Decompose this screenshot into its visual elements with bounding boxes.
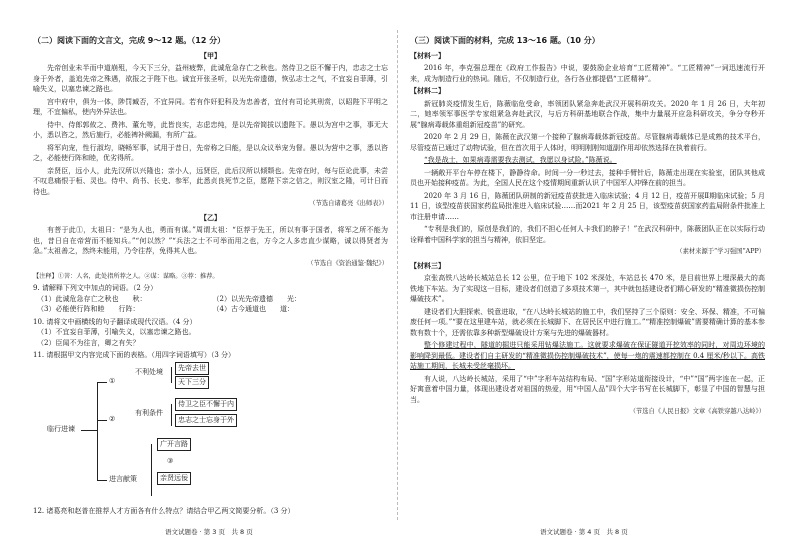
tree-branch-2: 有利条件 bbox=[135, 408, 163, 417]
tree-box: 亲贤远佞 bbox=[157, 472, 191, 485]
tree-root: 临行进谏 bbox=[47, 424, 75, 433]
jia-paragraph: 宫中府中，俱为一体，陟罚臧否，不宜异同。若有作奸犯科及为忠善者，宜付有司论其刑赏，以昭陛下平明之理，不宜偏私，使内外异法也。 bbox=[33, 97, 388, 116]
passage-jia-title: 【甲】 bbox=[200, 50, 221, 60]
material-paragraph: 一辆敞开平台车停在楼下，静静待命。时间一分一秒过去，接种手臂针后，陈薇走出现在实验室，团队其他成员也开始接种疫苗。为此，全国人民在这个疫情期间重新认识了中国军人冲锋在前的担当。 bbox=[410, 168, 765, 187]
question-10: 10. 请将文中画横线的句子翻译成现代汉语。（4 分） bbox=[33, 317, 197, 326]
question-9-options bbox=[33, 304, 388, 315]
tree-connector bbox=[171, 404, 172, 426]
jia-paragraph: 先帝创业未半而中道崩殂，今天下三分，益州疲弊，此诚危急存亡之秋也。然侍卫之臣不懈于内，忠志之士忘身于外者，盖追先帝之殊遇，欲报之于陛下也。诚宜开张圣听，以光先帝遗德，恢弘志士之气，不宜妄自菲薄，引喻失义，以塞忠谏之路也。 bbox=[33, 64, 388, 93]
tree-connector bbox=[97, 382, 107, 383]
material-paragraph: 有人说，八达岭长城站，采用了“中”字形车站结构布局、“国”字形站道衔接设计，“中”“国”两字连在一起，正好寓意着中国力量，体现出建设者对祖国的热爱，用“中国人品”四个大字书写在长城脚下，彰显了中国的智慧与担当。 bbox=[410, 374, 765, 404]
material-paragraph: 整个修建过程中，隧道的掘进只能采用钻爆法施工。这就要求爆破在保证隧道开挖效率的同时，对周边环境的影响降到最低。建设者们自主研发的“精准微损伤控制爆破技术”，使每一炮的震速都控制在 0.4 厘米/秒以下。高铁站施工期间，长城未受丝毫损坏。 bbox=[410, 341, 765, 370]
page-footer-left: 语文试题卷 · 第 3 页 共 8 页 bbox=[165, 528, 253, 536]
material-paragraph: 京张高铁八达岭长城站总长 12 公里，位于地下 102 米深处，车站总长 470 米，是目前世界上埋深最大的高铁地下车站。为了实现这一目标，建设者们创造了多项技术第一，其中就包括建设者们精心研发的“精准微损伤控制爆破技术”。 bbox=[410, 274, 765, 303]
material-paragraph: “专利是我们的，原创是我们的，我们不担心任何人卡我们的脖子！”在武汉科研中，陈薇团队正在以实际行动诠释着中国科学家的担当与精神，依旧坚定。 bbox=[410, 225, 765, 244]
question-11: 11. 请根据甲文内容完成下面的表格。（用四字词语填写）（3 分） bbox=[33, 351, 236, 359]
material-quote: “我是战士，如果病毒需要我去测试，我愿以身试险。”陈薇说。 bbox=[424, 156, 617, 164]
tree-branch-3: 进言献策 bbox=[109, 474, 137, 483]
jia-paragraph: 侍中、侍郎郭攸之、费祎、董允等，此皆良实，志虑忠纯，是以先帝简拔以遗陛下。愚以为宫中之事，事无大小，悉以咨之，然后施行，必能裨补阙漏，有所广益。 bbox=[33, 120, 388, 139]
jia-paragraph: 亲贤臣，远小人，此先汉所以兴隆也；亲小人，远贤臣，此后汉所以倾颓也。先帝在时，每与臣论此事，未尝不叹息痛恨于桓、灵也。侍中、尚书、长史、参军，此悉贞良死节之臣，愿陛下亲之信之，则汉室之隆，可计日而待也。 bbox=[33, 166, 388, 196]
tree-connector bbox=[97, 480, 107, 481]
question-10-item: （2）臣闻不为往言，卿之有失？ bbox=[37, 338, 140, 347]
right-column bbox=[410, 36, 765, 421]
tree-box: 广开言路 bbox=[157, 438, 191, 451]
tree-connector bbox=[97, 382, 98, 480]
question-9-options bbox=[33, 294, 388, 305]
passage-source: （节选自《资治通鉴·魏纪》） bbox=[307, 259, 388, 267]
material-source: （素材来源于“学习强国”APP） bbox=[676, 248, 765, 255]
column-divider bbox=[397, 30, 398, 520]
left-column bbox=[33, 36, 388, 516]
jia-paragraph: 将军向宠，性行淑均，晓畅军事，试用于昔日，先帝称之曰能，是以众议举宠为督。愚以为营中之事，悉以咨之，必能使行阵和睦，优劣得所。 bbox=[33, 143, 388, 162]
annotation-note: 【注释】①菩：人名，此处指所荐之人。②谋：谋略。③荐：推荐。 bbox=[33, 273, 219, 280]
material-1-title: 【材料一】 bbox=[410, 50, 445, 60]
tree-box: 忠志之士忘身于外 bbox=[175, 414, 237, 427]
passage-yi-title: 【乙】 bbox=[200, 212, 221, 222]
material-paragraph: 2020 年 2 月 29 日，陈薇在武汉第一个接种了腺病毒载体新冠疫苗。尽管腺病毒载体已是成熟的技术平台，尽管疫苗已通过了动物试验，但在首次用于人体时，明明刚刚知道副作用却依然选择在执着前行。 bbox=[410, 133, 765, 152]
tree-box: 侍卫之臣不懈于内 bbox=[175, 398, 237, 411]
question-10-item: （1）不宜妄自菲薄，引喻失义，以塞忠谏之路也。 bbox=[37, 328, 196, 336]
passage-source: （节选自诸葛亮《出师表》） bbox=[309, 200, 388, 207]
tree-connector bbox=[171, 367, 172, 383]
question-9: 9. 请解释下列文中加点的词语。（2 分） bbox=[33, 284, 158, 292]
option-item: （4）古今通道也 道： bbox=[212, 305, 294, 313]
question-11-tree bbox=[47, 364, 388, 502]
material-paragraph: 建设者们大胆探索、锐意进取，“在八达岭长城站的施工中，我们坚持了三个原则：安全、环保、精准，不可偏废任何一项。”“要在这里建车站，就必须在长城脚下、在居民区中进行施工。”“精准控制爆破”需要精确计算的基本参数有数十个，还需依靠多种新型爆破设计方案与先进的爆破器材。 bbox=[410, 307, 765, 337]
tree-blank-1: ① bbox=[109, 376, 116, 385]
question-12: 12. 诸葛亮和赵普在推荐人才方面各有什么特点？请结合甲乙两文简要分析。（3 分） bbox=[33, 506, 295, 515]
tree-connector bbox=[151, 444, 152, 496]
tree-box: 天下三分 bbox=[175, 376, 209, 389]
tree-blank-3: ③ bbox=[167, 456, 174, 465]
material-3-title: 【材料三】 bbox=[410, 260, 445, 270]
page-footer-right: 语文试题卷 · 第 4 页 共 8 页 bbox=[540, 528, 628, 536]
material-paragraph: 2020 年 3 月 16 日，陈薇团队研制的新冠疫苗获批进入临床试验；4 月 12 日，疫苗开展Ⅱ期临床试验；5 月 11 日，该型疫苗获国家药监局批准进入临床试验……而2021 年 2 月 25 日，该型疫苗获国家药监局附条件批准上市注册申请…… bbox=[410, 191, 765, 221]
tree-box: 先帝去世 bbox=[175, 362, 209, 375]
material-paragraph: 新冠肺炎疫情发生后，陈薇临危受命，率领团队紧急奔赴武汉开展科研攻关。2020 年 1 月 26 日，大年初二，她率领军事医学专家组紧急奔赴武汉，与后方科研基地联合作战，集中力量展开应急科研攻关，争分夺秒开展“腺病毒载体重组新冠疫苗”的研究。 bbox=[410, 99, 765, 129]
material-2-title: 【材料二】 bbox=[410, 86, 445, 95]
option-item: （1）此诚危急存亡之秋也 秋： bbox=[37, 294, 147, 303]
tree-blank-2: ② bbox=[109, 414, 116, 423]
material-source: （节选自《人民日报》文章《高铁穿越八达岭》） bbox=[629, 408, 765, 415]
section-title: （三）阅读下面的材料，完成 13～16 题。（10 分） bbox=[410, 36, 600, 45]
yi-paragraph: 有菩于此①，太祖曰：“是为人也，勇而有谋。”周谓太祖：“臣荐于先王，所以有事于国者，将军之所不能为也，昔日自在帝营而不能知兵。”“何以然？”“兵法之士不可举而用之也，方今之人多忠直少谋略，诚以得贤者为急。”太祖善之，然终未能用，乃令往荐，免得其人也。 bbox=[33, 226, 388, 255]
tree-connector bbox=[97, 420, 107, 421]
tree-connector bbox=[81, 430, 97, 431]
section-title: （二）阅读下面的文言文，完成 9～12 题。（12 分） bbox=[33, 36, 226, 45]
option-item: （3）必能使行阵和睦 行阵： bbox=[37, 305, 140, 313]
material-paragraph: 2016 年，李克强总理在《政府工作报告》中说，要鼓励企业培育“工匠精神”。“工匠精神”一词迅速流行开来，成为制造行业的热词。随后，不仅制造行业，各行各业都提倡“工匠精神”。 bbox=[410, 64, 765, 83]
tree-branch-1: 不利处境 bbox=[135, 367, 163, 376]
option-item: （2）以光先帝遗德 光： bbox=[212, 294, 301, 303]
